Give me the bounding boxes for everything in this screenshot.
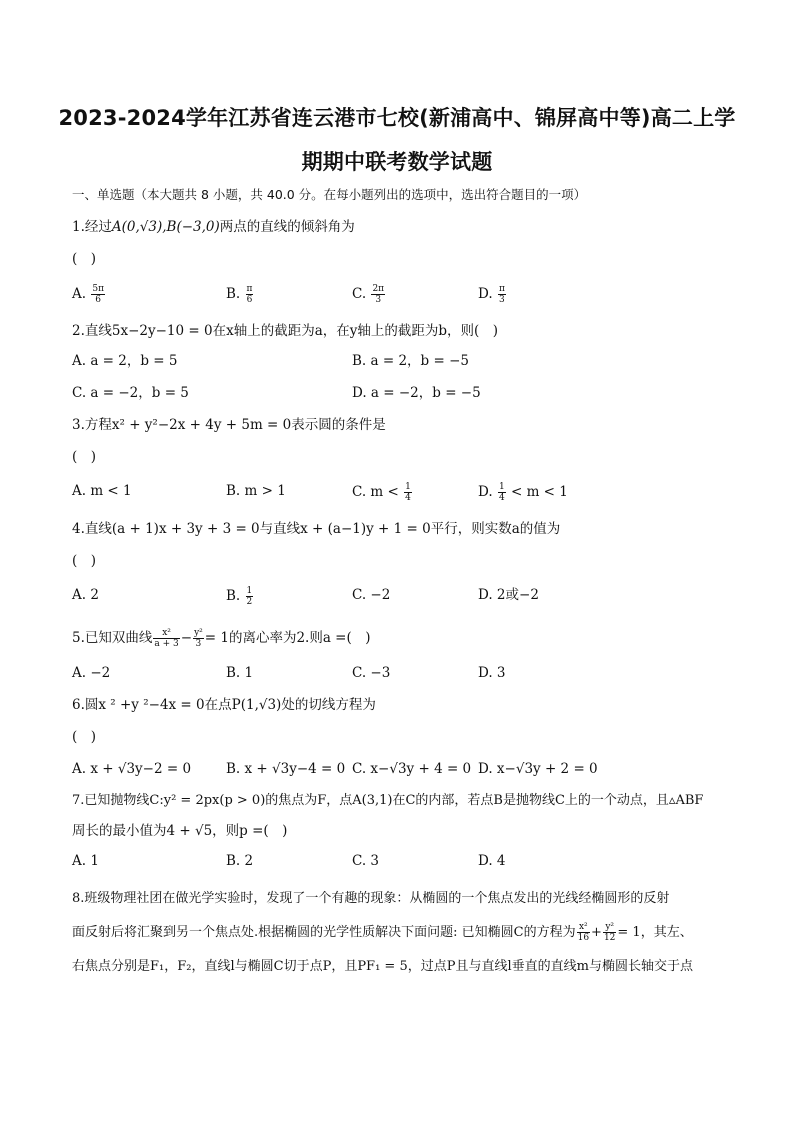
q3-option-a[interactable]: A. m < 1	[72, 483, 132, 499]
fraction: $\frac{\text{y²}}{12}$	[603, 922, 616, 943]
q1-paren: ( )	[72, 251, 97, 267]
q5-option-a[interactable]: A. −2	[72, 665, 111, 681]
q2-option-a[interactable]: A. a = 2，b = 5	[72, 353, 178, 369]
q3-option-d[interactable]: D. $\frac{1}{4}$ < m < 1	[478, 482, 568, 503]
q7-option-d[interactable]: D. 4	[478, 853, 506, 869]
q7-stem-line-2: 周长的最小值为4 + √5，则p =( )	[72, 823, 288, 839]
fraction: $\frac{\text{x²}}{16}$	[577, 922, 590, 943]
q8-stem-line-2: 面反射后将汇聚到另一个焦点处.根据椭圆的光学性质解决下面问题: 已知椭圆C的方程为 $\frac{\text{x²}}{16}$ + $\frac{\text{y²}}{12}$ = 1，其左、	[72, 922, 693, 943]
q6-stem: 6.圆x ² +y ²−4x = 0在点P(1,√3)处的切线方程为	[72, 697, 376, 713]
q3-paren: ( )	[72, 449, 97, 465]
fraction: $\frac{\pi}{6}$	[246, 284, 253, 305]
q2-option-d[interactable]: D. a = −2，b = −5	[352, 385, 481, 401]
q8-stem-line-3: 右焦点分别是F₁，F₂，直线l与椭圆C切于点P，且PF₁ = 5，过点P且与直线l垂直的直线m与椭圆长轴交于点	[72, 959, 693, 974]
q5-stem: 5.已知双曲线 $\frac{\text{x²}}{a + 3}$ − $\frac{\text{y²}}{3}$ = 1的离心率为2.则a =( )	[72, 628, 371, 649]
fraction: $\frac{\text{y²}}{3}$	[194, 628, 203, 649]
q2-stem: 2.直线5x−2y−10 = 0在x轴上的截距为a，在y轴上的截距为b，则( )	[72, 323, 499, 339]
q3-stem: 3.方程x² + y²−2x + 4y + 5m = 0表示圆的条件是	[72, 417, 386, 433]
fraction: $\frac{1}{2}$	[246, 586, 253, 607]
fraction: $\frac{2\pi}{3}$	[372, 284, 385, 305]
q3-option-b[interactable]: B. m > 1	[226, 483, 286, 499]
q5-option-d[interactable]: D. 3	[478, 665, 506, 681]
fraction: $\frac{1}{4}$	[405, 482, 411, 503]
q7-option-a[interactable]: A. 1	[72, 853, 99, 869]
q4-stem: 4.直线(a + 1)x + 3y + 3 = 0与直线x + (a−1)y + 1 = 0平行，则实数a的值为	[72, 521, 561, 537]
q6-paren: ( )	[72, 729, 97, 745]
q4-option-d[interactable]: D. 2或−2	[478, 587, 539, 603]
q3-option-c[interactable]: C. m < $\frac{1}{4}$	[352, 482, 411, 503]
q4-option-b[interactable]: B. $\frac{1}{2}$	[226, 586, 253, 607]
section-heading: 一、单选题（本大题共 8 小题，共 40.0 分。在每小题列出的选项中，选出符合题目的一项）	[72, 187, 587, 202]
fraction: $\frac{\text{x²}}{a + 3}$	[154, 628, 179, 649]
fraction: $\frac{1}{4}$	[498, 482, 505, 503]
q2-option-c[interactable]: C. a = −2，b = 5	[72, 385, 189, 401]
q6-option-d[interactable]: D. x−√3y + 2 = 0	[478, 761, 598, 777]
title-line-2: 期期中联考数学试题	[301, 150, 493, 174]
q4-option-a[interactable]: A. 2	[72, 587, 99, 603]
q7-stem-line-1: 7.已知抛物线C:y² = 2px(p > 0)的焦点为F，点A(3,1)在C的内部，若点B是抛物线C上的一个动点，且▵ABF	[72, 793, 704, 808]
q2-option-b[interactable]: B. a = 2，b = −5	[352, 353, 469, 369]
fraction: $\frac{\pi}{3}$	[498, 284, 505, 305]
title-line-1: 2023-2024学年江苏省连云港市七校(新浦高中、锦屏高中等)高二上学	[58, 106, 736, 130]
q6-option-b[interactable]: B. x + √3y−4 = 0	[226, 761, 346, 777]
q7-option-b[interactable]: B. 2	[226, 853, 254, 869]
fraction: $\frac{5\pi}{6}$	[92, 284, 104, 305]
q1-option-d[interactable]: D. $\frac{\pi}{3}$	[478, 284, 505, 305]
q4-option-c[interactable]: C. −2	[352, 587, 391, 603]
q1-option-a[interactable]: A. $\frac{5\pi}{6}$	[72, 284, 104, 305]
q1-stem: 1.经过A(0,√3),B(−3,0)两点的直线的倾斜角为	[72, 219, 355, 235]
q4-paren: ( )	[72, 553, 97, 569]
q7-option-c[interactable]: C. 3	[352, 853, 380, 869]
q5-option-c[interactable]: C. −3	[352, 665, 391, 681]
q6-option-a[interactable]: A. x + √3y−2 = 0	[72, 761, 192, 777]
q1-option-b[interactable]: B. $\frac{\pi}{6}$	[226, 284, 253, 305]
q1-option-c[interactable]: C. $\frac{2\pi}{3}$	[352, 284, 385, 305]
q8-stem-line-1: 8.班级物理社团在做光学实验时，发现了一个有趣的现象：从椭圆的一个焦点发出的光线经椭圆形的反射	[72, 891, 670, 906]
q6-option-c[interactable]: C. x−√3y + 4 = 0	[352, 761, 472, 777]
q5-option-b[interactable]: B. 1	[226, 665, 254, 681]
